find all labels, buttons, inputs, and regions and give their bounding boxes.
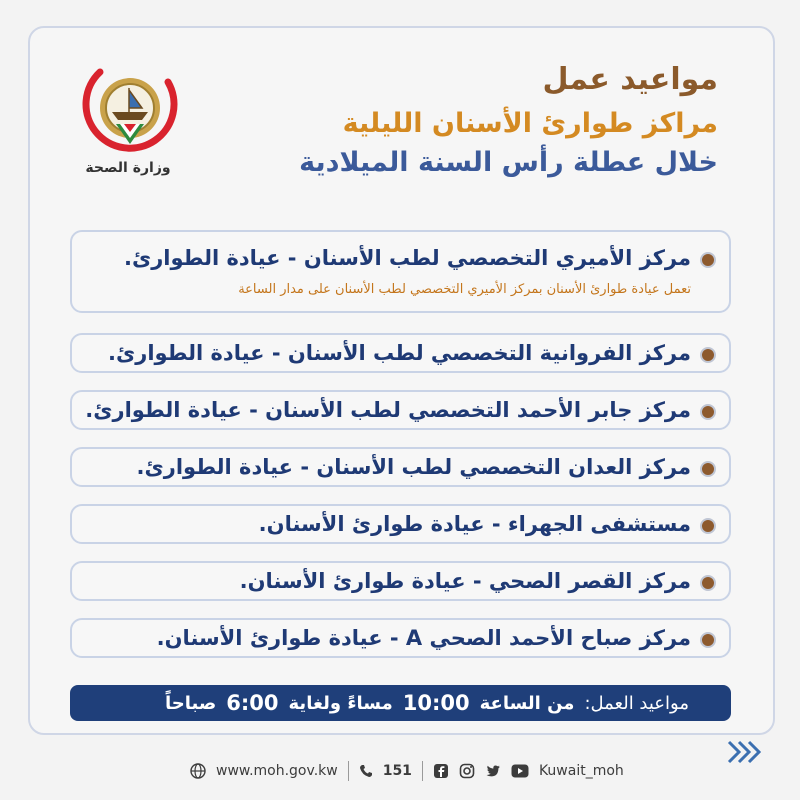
center-name: مستشفى الجهراء - عيادة طوارئ الأسنان. [258,512,691,536]
hours-from: من الساعة [479,692,575,714]
title-line-1: مواعيد عمل [542,62,718,97]
hours-end: 6:00 [226,691,279,715]
center-name: مركز الفروانية التخصصي لطب الأسنان - عيادة الطوارئ. [108,341,691,365]
footer [190,760,624,782]
bullet-icon [700,347,716,363]
hotline-number[interactable]: 151 [382,763,412,779]
facebook-icon[interactable] [433,763,449,779]
bullet-icon [700,404,716,420]
bullet-icon [700,518,716,534]
phone-icon [359,764,373,778]
center-card-3 [70,390,731,430]
next-chevrons-icon[interactable] [725,738,761,766]
bullet-icon [700,632,716,648]
divider [422,761,423,781]
website-link[interactable]: www.moh.gov.kw [216,763,338,779]
center-card-7 [70,618,731,658]
title-line-3: خلال عطلة رأس السنة الميلادية [299,147,718,178]
instagram-icon[interactable] [459,763,475,779]
hours-morning: صباحاً [165,692,217,714]
center-name: مركز العدان التخصصي لطب الأسنان - عيادة الطوارئ. [136,455,691,479]
center-name: مركز القصر الصحي - عيادة طوارئ الأسنان. [239,569,691,593]
center-name: مركز صباح الأحمد الصحي A - عيادة طوارئ الأسنان. [156,626,691,650]
center-card-5 [70,504,731,544]
hours-start: 10:00 [402,691,470,715]
center-card-1 [70,230,731,313]
bullet-icon [700,252,716,268]
bullet-icon [700,461,716,477]
kuwait-emblem-icon [72,60,180,160]
bullet-icon [700,575,716,591]
center-name: مركز جابر الأحمد التخصصي لطب الأسنان - عيادة الطوارئ. [85,398,691,422]
twitter-icon[interactable] [485,763,501,779]
center-name: مركز الأميري التخصصي لطب الأسنان - عيادة الطوارئ. [123,246,691,270]
center-card-4 [70,447,731,487]
center-card-2 [70,333,731,373]
youtube-icon[interactable] [511,764,529,778]
social-handle[interactable]: Kuwait_moh [538,763,624,779]
ministry-name: وزارة الصحة [85,160,171,176]
title-line-2: مراكز طوارئ الأسنان الليلية [342,108,718,139]
center-note: تعمل عيادة طوارئ الأسنان بمركز الأميري التخصصي لطب الأسنان على مدار الساعة [238,282,691,297]
divider [348,761,349,781]
hours-label: مواعيد العمل: [584,692,689,714]
center-card-6 [70,561,731,601]
working-hours-bar [70,685,731,721]
hours-evening: مساءً ولغاية [288,692,393,714]
globe-icon [190,763,206,779]
